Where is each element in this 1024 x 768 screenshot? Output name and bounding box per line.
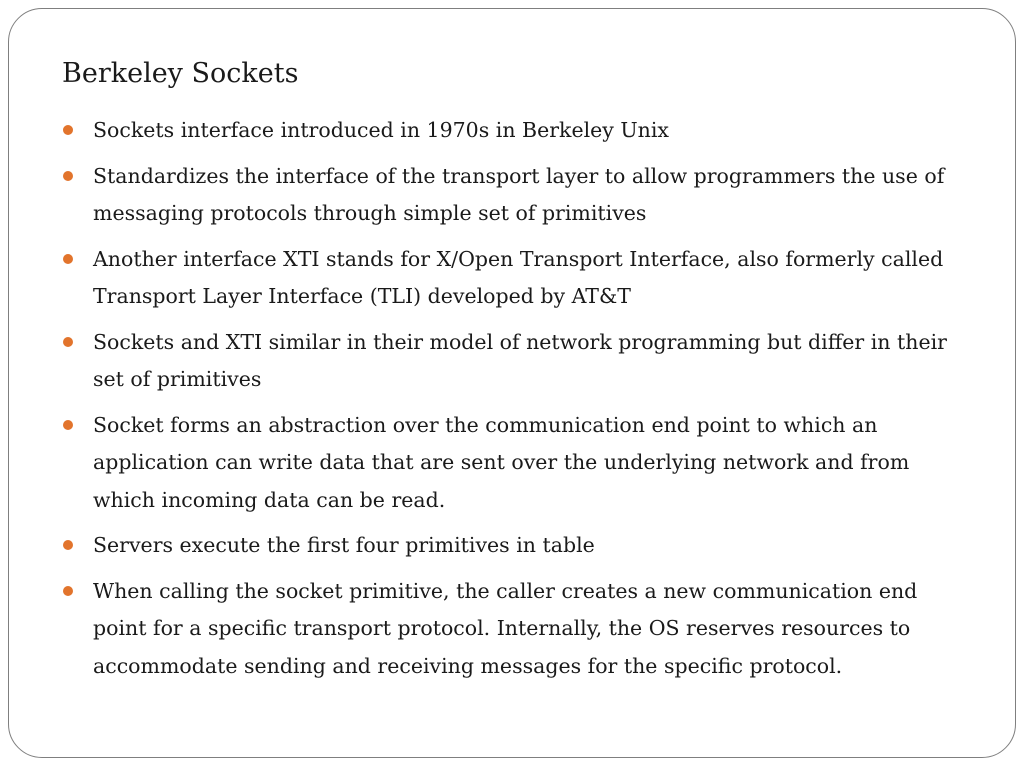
list-item — [62, 241, 962, 316]
bullet-text: Servers execute the first four primitives in table — [93, 533, 595, 557]
bullet-dot-icon — [63, 171, 73, 181]
bullet-list — [62, 112, 962, 693]
bullet-text: Sockets and XTI similar in their model of network programming but differ in their set of primitives — [93, 329, 947, 391]
bullet-dot-icon — [63, 125, 73, 135]
list-item — [62, 158, 962, 233]
bullet-text: Sockets interface introduced in 1970s in Berkeley Unix — [93, 118, 669, 142]
list-item — [62, 112, 962, 150]
slide-title: Berkeley Sockets — [62, 58, 299, 89]
bullet-dot-icon — [63, 586, 73, 596]
bullet-dot-icon — [63, 420, 73, 430]
bullet-text: When calling the socket primitive, the caller creates a new communication end point for a specific transport protocol. Internally, the OS reserves resources to accommodate sending and receiving messages for the specific protocol. — [93, 578, 918, 678]
bullet-dot-icon — [63, 540, 73, 550]
bullet-text: Standardizes the interface of the transport layer to allow programmers the use of messaging protocols through simple set of primitives — [93, 163, 945, 225]
bullet-dot-icon — [63, 337, 73, 347]
list-item — [62, 324, 962, 399]
bullet-text: Another interface XTI stands for X/Open Transport Interface, also formerly called Transport Layer Interface (TLI) developed by AT&T — [93, 246, 944, 308]
list-item — [62, 573, 962, 686]
list-item — [62, 407, 962, 520]
bullet-dot-icon — [63, 254, 73, 264]
list-item — [62, 527, 962, 565]
bullet-text: Socket forms an abstraction over the communication end point to which an application can write data that are sent over the underlying network and from which incoming data can be read. — [93, 412, 910, 512]
